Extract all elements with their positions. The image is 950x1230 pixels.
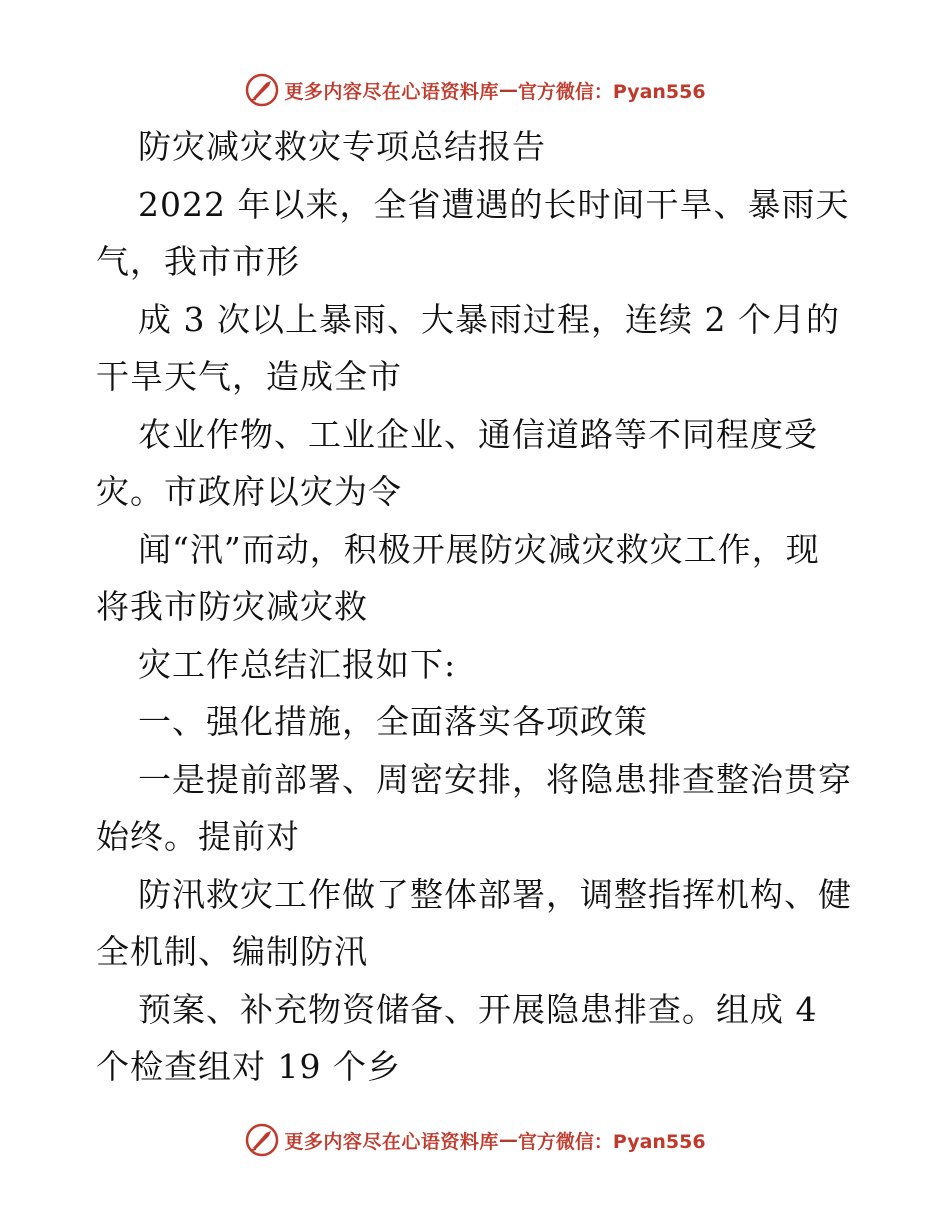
text-line: 预案、补充物资储备、开展隐患排查。组成 4 [138,989,818,1029]
text-line: 灾。市政府以灾为令 [96,472,402,511]
quill-seal-icon [244,1122,280,1158]
text-line: 气，我市市形 [96,242,300,281]
text-line: 始终。提前对 [96,817,300,856]
text-line: 全机制、编制防汛 [96,932,368,971]
watermark-wechat: 官方微信：Pyan556 [517,80,706,103]
text-line: 一、强化措施，全面落实各项政策 [138,702,648,741]
footer-watermark [0,1120,950,1160]
watermark-wechat: 官方微信：Pyan556 [517,1130,706,1153]
header-watermark [0,70,950,110]
watermark-separator: — [498,1129,518,1151]
text-line: 成 3 次以上暴雨、大暴雨过程，连续 2 个月的 [138,299,840,339]
text-line: 个检查组对 19 个乡 [96,1047,401,1086]
text-line: 闻“汛”而动，积极开展防灾减灾救灾工作，现 [138,529,820,569]
text-line: 将我市防灾减灾救 [96,587,368,626]
quill-seal-icon [244,72,280,108]
text-line: 干旱天气，造成全市 [96,357,402,396]
watermark-separator: — [498,79,518,101]
document-title: 防灾减灾救灾专项总结报告 [138,127,546,166]
text-line: 一是提前部署、周密安排，将隐患排查整治贯穿 [138,759,852,799]
text-line: 农业作物、工业企业、通信道路等不同程度受 [138,414,818,454]
document-body [96,118,856,1096]
watermark-text: 更多内容尽在心语资料库 [284,1130,499,1153]
text-line: 灾工作总结汇报如下: [138,644,457,684]
watermark-text: 更多内容尽在心语资料库 [284,80,499,103]
text-line: 2022 年以来，全省遭遇的长时间干旱、暴雨天 [138,184,850,224]
text-line: 防汛救灾工作做了整体部署，调整指挥机构、健 [138,874,852,914]
